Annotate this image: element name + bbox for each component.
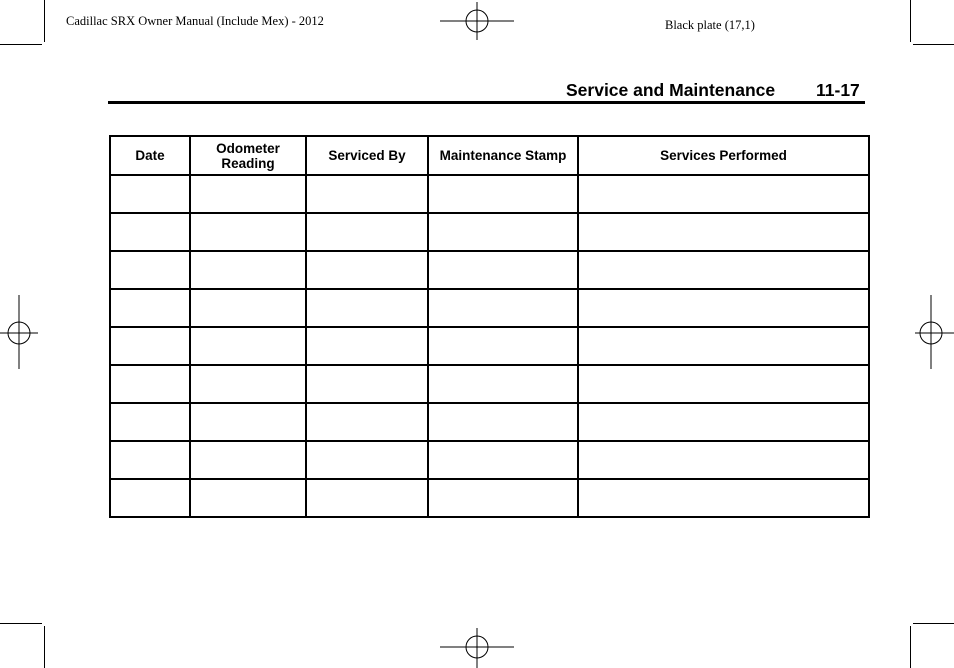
- odometer-cell: [190, 441, 306, 479]
- stamp-cell: [428, 403, 578, 441]
- column-header-serviced-by: Serviced By: [306, 136, 428, 175]
- services-cell: [578, 327, 869, 365]
- date-cell: [110, 289, 190, 327]
- table-row: [110, 365, 869, 403]
- registration-mark-icon: [440, 2, 516, 42]
- crop-mark: [0, 623, 42, 624]
- odometer-cell: [190, 213, 306, 251]
- services-cell: [578, 251, 869, 289]
- serviced-by-cell: [306, 479, 428, 517]
- date-cell: [110, 441, 190, 479]
- services-cell: [578, 479, 869, 517]
- crop-mark: [910, 626, 911, 668]
- services-cell: [578, 365, 869, 403]
- odometer-header-text: Odometer Reading: [216, 140, 280, 171]
- table-row: [110, 327, 869, 365]
- registration-mark-icon: [440, 628, 516, 668]
- stamp-cell: [428, 251, 578, 289]
- services-cell: [578, 441, 869, 479]
- crop-mark: [913, 44, 954, 45]
- maintenance-log-table: [109, 135, 870, 518]
- table-row: [110, 175, 869, 213]
- crop-mark: [44, 626, 45, 668]
- crop-mark: [44, 0, 45, 42]
- serviced-by-cell: [306, 289, 428, 327]
- heading-rule: [108, 101, 865, 104]
- table-header-row: [110, 136, 869, 175]
- column-header-date: Date: [110, 136, 190, 175]
- odometer-cell: [190, 289, 306, 327]
- table-row: [110, 479, 869, 517]
- odometer-cell: [190, 175, 306, 213]
- plate-label: Black plate (17,1): [665, 18, 755, 32]
- services-cell: [578, 403, 869, 441]
- registration-mark-icon: [0, 295, 40, 371]
- odometer-cell: [190, 251, 306, 289]
- table-row: [110, 251, 869, 289]
- crop-mark: [910, 0, 911, 42]
- section-title: Service and Maintenance: [566, 80, 776, 100]
- services-cell: [578, 289, 869, 327]
- column-header-services-performed: Services Performed: [578, 136, 869, 175]
- serviced-by-cell: [306, 327, 428, 365]
- date-cell: [110, 365, 190, 403]
- table-row: [110, 289, 869, 327]
- table-row: [110, 403, 869, 441]
- date-cell: [110, 327, 190, 365]
- date-cell: [110, 479, 190, 517]
- odometer-cell: [190, 365, 306, 403]
- stamp-cell: [428, 479, 578, 517]
- services-cell: [578, 175, 869, 213]
- stamp-cell: [428, 365, 578, 403]
- odometer-cell: [190, 403, 306, 441]
- column-header-odometer: [190, 136, 306, 175]
- column-header-maintenance-stamp: Maintenance Stamp: [428, 136, 578, 175]
- stamp-cell: [428, 327, 578, 365]
- stamp-cell: [428, 213, 578, 251]
- crop-mark: [913, 623, 954, 624]
- odometer-cell: [190, 479, 306, 517]
- date-cell: [110, 175, 190, 213]
- services-cell: [578, 213, 869, 251]
- table-row: [110, 213, 869, 251]
- stamp-cell: [428, 441, 578, 479]
- serviced-by-cell: [306, 441, 428, 479]
- table-row: [110, 441, 869, 479]
- document-title: Cadillac SRX Owner Manual (Include Mex) - 2012: [66, 14, 324, 28]
- date-cell: [110, 403, 190, 441]
- date-cell: [110, 251, 190, 289]
- serviced-by-cell: [306, 213, 428, 251]
- crop-mark: [0, 44, 42, 45]
- page-number: 11-17: [816, 80, 860, 100]
- serviced-by-cell: [306, 175, 428, 213]
- serviced-by-cell: [306, 365, 428, 403]
- serviced-by-cell: [306, 403, 428, 441]
- stamp-cell: [428, 175, 578, 213]
- odometer-cell: [190, 327, 306, 365]
- serviced-by-cell: [306, 251, 428, 289]
- registration-mark-icon: [913, 295, 954, 371]
- date-cell: [110, 213, 190, 251]
- stamp-cell: [428, 289, 578, 327]
